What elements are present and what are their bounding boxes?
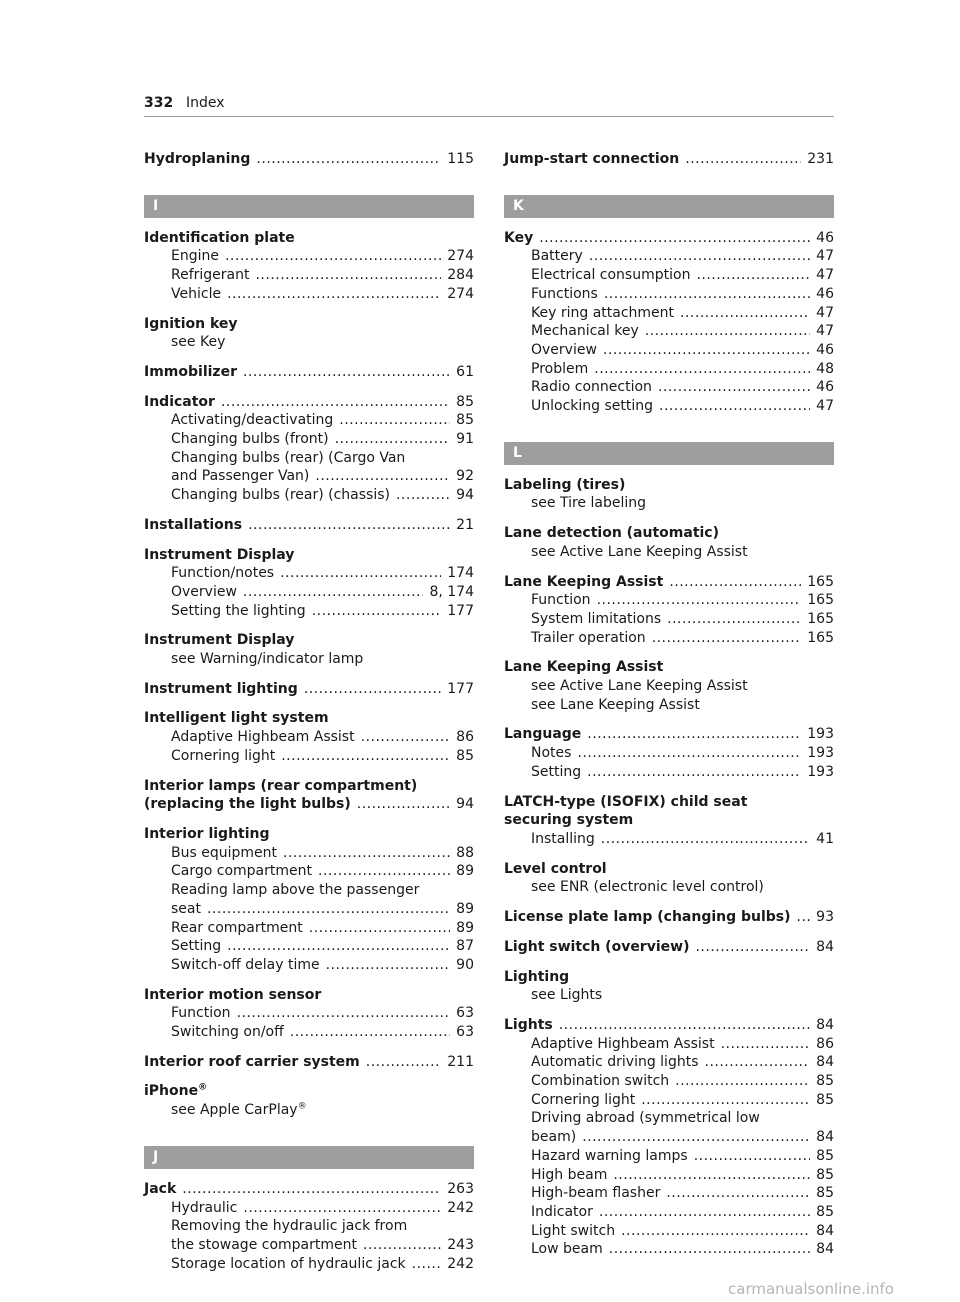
see-reference[interactable]: see Tire labeling	[531, 495, 647, 512]
entry-term: Instrument lighting	[144, 680, 298, 697]
subentry-text: Indicator	[531, 1203, 593, 1220]
page-ref[interactable]: 89	[456, 900, 474, 917]
page-ref[interactable]: 242	[447, 1255, 474, 1272]
page-ref[interactable]: 87	[456, 938, 474, 955]
entry-term: Lights	[504, 1016, 553, 1033]
page-ref[interactable]: 84	[816, 1016, 834, 1033]
entry-term: Lane Keeping Assist	[504, 573, 664, 590]
index-entry-key	[504, 229, 834, 416]
see-reference[interactable]: see ENR (electronic level control)	[531, 879, 764, 896]
subentry-text: Battery	[531, 248, 583, 265]
page-ref[interactable]: 165	[807, 629, 834, 646]
index-entry-license-plate	[504, 908, 834, 927]
entry-term: Language	[504, 726, 582, 743]
page-ref[interactable]: 47	[816, 248, 834, 265]
entry-term: Immobilizer	[144, 363, 237, 380]
subentry-text: Cornering light	[171, 747, 276, 764]
index-entry-lane-keeping-assist	[504, 573, 834, 648]
index-entry-lane-detection	[504, 524, 834, 561]
entry-term: Key	[504, 229, 534, 246]
page-ref[interactable]: 47	[816, 267, 834, 284]
entry-term: Jump-start connection	[504, 151, 680, 167]
subentry-text: Problem	[531, 360, 589, 377]
page-ref[interactable]: 174	[447, 565, 474, 582]
page-ref[interactable]: 165	[807, 610, 834, 627]
page-ref[interactable]: 211	[447, 1053, 474, 1070]
section-letter-k: K	[504, 195, 834, 218]
entry-term: Indicator	[144, 393, 215, 410]
page-ref[interactable]: 85	[456, 393, 474, 410]
section-letter-i: I	[144, 195, 474, 218]
page-ref[interactable]: 85	[816, 1203, 834, 1220]
subentry-text: Activating/deactivating	[171, 412, 334, 429]
page-header	[144, 95, 834, 117]
registered-mark: ®	[198, 1082, 208, 1093]
page-ref[interactable]: 21	[456, 516, 474, 533]
page-ref[interactable]: 46	[816, 285, 834, 302]
page-ref[interactable]: 84	[816, 1129, 834, 1146]
index-column-right	[504, 150, 834, 1270]
page-ref[interactable]: 46	[816, 341, 834, 358]
page-ref[interactable]: 85	[816, 1166, 834, 1183]
see-reference[interactable]: see Active Lane Keeping Assist	[531, 543, 748, 560]
page-ref[interactable]: 231	[807, 151, 834, 167]
subentry-text: Cargo compartment	[171, 863, 312, 880]
page-ref[interactable]: 41	[816, 830, 834, 847]
entry-term: Jack	[144, 1180, 177, 1197]
index-entry-instrument-lighting	[144, 680, 474, 699]
subentry-text: Removing the hydraulic jack from	[171, 1218, 408, 1235]
see-reference[interactable]: see Active Lane Keeping Assist	[531, 678, 748, 695]
page-ref[interactable]: 63	[456, 1024, 474, 1041]
page-ref[interactable]: 85	[816, 1073, 834, 1090]
page-ref[interactable]: 92	[456, 468, 474, 485]
page-ref[interactable]: 263	[447, 1180, 474, 1197]
subentry-text: Adaptive Highbeam Assist	[531, 1035, 715, 1052]
subentry-text: Hazard warning lamps	[531, 1147, 688, 1164]
page-ref[interactable]: 61	[456, 363, 474, 380]
subentry-text: Unlocking setting	[531, 398, 654, 415]
page-ref[interactable]: 47	[816, 323, 834, 340]
index-entry-ignition-key	[144, 315, 474, 352]
subentry-text: Vehicle	[171, 285, 222, 302]
subentry-text: Cornering light	[531, 1091, 636, 1108]
page-ref[interactable]: 85	[456, 747, 474, 764]
page-ref[interactable]: 193	[807, 763, 834, 780]
page-ref[interactable]: 115	[447, 151, 474, 167]
index-entry-identification-plate	[144, 229, 474, 304]
subentry-text: Setting the lighting	[171, 602, 306, 619]
entry-term: Interior lamps (rear compartment)	[144, 777, 418, 794]
subentry-text: Automatic driving lights	[531, 1054, 699, 1071]
entry-term: Labeling (tires)	[504, 476, 626, 493]
entry-term: Intelligent light system	[144, 710, 329, 727]
subentry-text: Function	[531, 592, 591, 609]
see-reference[interactable]: see Lights	[531, 987, 603, 1004]
index-entry-indicator	[144, 393, 474, 505]
subentry-text: seat	[171, 900, 201, 917]
entry-term: LATCH-type (ISOFIX) child seat	[504, 793, 748, 810]
entry-term: (replacing the light bulbs)	[144, 796, 351, 813]
subentry-text: Switching on/off	[171, 1024, 284, 1041]
page-ref[interactable]: 193	[807, 745, 834, 762]
section-letter-j: J	[144, 1146, 474, 1169]
index-entry-labeling	[504, 476, 834, 513]
subentry-text: Hydraulic	[171, 1199, 238, 1216]
index-entry-installations	[144, 516, 474, 535]
index-entry-instrument-display	[144, 546, 474, 621]
subentry-text: Changing bulbs (rear) (Cargo Van	[171, 449, 406, 466]
page-ref[interactable]: 242	[447, 1199, 474, 1216]
index-entry-interior-lamps	[144, 777, 474, 814]
entry-term: Instrument Display	[144, 632, 295, 649]
page-ref[interactable]: 177	[447, 680, 474, 697]
subentry-text: Storage location of hydraulic jack	[171, 1255, 406, 1272]
page-ref[interactable]: 165	[807, 592, 834, 609]
see-reference[interactable]: see Warning/indicator lamp	[171, 651, 364, 668]
section-letter-l: L	[504, 442, 834, 465]
index-entry-intelligent-light	[144, 709, 474, 765]
index-entry-lights	[504, 1016, 834, 1259]
entry-term: Installations	[144, 516, 243, 533]
entry-term: License plate lamp (changing bulbs)	[504, 909, 791, 926]
page-ref[interactable]: 63	[456, 1005, 474, 1022]
watermark: carmanualsonline.info	[728, 1280, 894, 1298]
registered-mark: ®	[297, 1101, 307, 1112]
subentry-text: Low beam	[531, 1241, 603, 1258]
entry-term: securing system	[504, 812, 634, 829]
index-entry-immobilizer	[144, 363, 474, 382]
subentry-text: System limitations	[531, 610, 662, 627]
entry-term: Hydroplaning	[144, 151, 251, 167]
subentry-text: the stowage compartment	[171, 1236, 357, 1253]
page-ref[interactable]: 46	[816, 379, 834, 396]
page-ref[interactable]: 177	[447, 602, 474, 619]
subentry-text: Changing bulbs (front)	[171, 431, 329, 448]
page-ref[interactable]: 94	[456, 487, 474, 504]
page-ref[interactable]: 274	[447, 285, 474, 302]
subentry-text: Functions	[531, 285, 598, 302]
page-ref[interactable]: 84	[816, 1241, 834, 1258]
entry-term: Interior lighting	[144, 825, 270, 842]
subentry-text: Switch-off delay time	[171, 956, 320, 973]
page-ref[interactable]: 47	[816, 304, 834, 321]
index-entry-interior-lighting	[144, 825, 474, 975]
entry-term: Level control	[504, 860, 607, 877]
page-ref[interactable]: 89	[456, 919, 474, 936]
subentry-text: Radio connection	[531, 379, 652, 396]
subentry-text: Reading lamp above the passenger	[171, 882, 420, 899]
page-ref[interactable]: 86	[816, 1035, 834, 1052]
subentry-text: Combination switch	[531, 1073, 670, 1090]
entry-term: Identification plate	[144, 229, 295, 246]
entry-term: Interior motion sensor	[144, 986, 322, 1003]
subentry-text: Electrical consumption	[531, 267, 691, 284]
subentry-text: Driving abroad (symmetrical low	[531, 1110, 760, 1127]
subentry-text: Refrigerant	[171, 267, 250, 284]
entry-term: Instrument Display	[144, 546, 295, 563]
page-ref[interactable]: 85	[816, 1091, 834, 1108]
page-ref[interactable]: 93	[816, 909, 834, 926]
index-entry-lane-keeping-assist-see	[504, 658, 834, 714]
page-ref[interactable]: 91	[456, 431, 474, 448]
page-ref[interactable]: 84	[816, 1054, 834, 1071]
page-ref[interactable]: 88	[456, 844, 474, 861]
index-entry-interior-roof	[144, 1053, 474, 1072]
index-entry-latch	[504, 793, 834, 849]
page-ref[interactable]: 89	[456, 863, 474, 880]
subentry-text: Changing bulbs (rear) (chassis)	[171, 487, 390, 504]
subentry-text: Setting	[171, 938, 222, 955]
page-ref[interactable]: 84	[816, 938, 834, 955]
subentry-text: High beam	[531, 1166, 608, 1183]
page-ref[interactable]: 86	[456, 729, 474, 746]
subentry-text: Overview	[531, 341, 597, 358]
subentry-text: Engine	[171, 248, 219, 265]
page-ref[interactable]: 85	[456, 412, 474, 429]
page-ref[interactable]: 46	[816, 229, 834, 246]
page-ref[interactable]: 90	[456, 956, 474, 973]
entry-term: Light switch (overview)	[504, 938, 690, 955]
index-entry-jack	[144, 1180, 474, 1274]
index-column-left	[144, 150, 474, 1284]
page-ref[interactable]: 274	[447, 248, 474, 265]
subentry-text: Installing	[531, 830, 595, 847]
entry-term: Lane detection (automatic)	[504, 525, 720, 542]
subentry-text: Setting	[531, 763, 582, 780]
subentry-text: beam)	[531, 1129, 577, 1146]
subentry-text: Light switch	[531, 1222, 616, 1239]
see-reference[interactable]: see Key	[171, 334, 226, 351]
page-ref[interactable]: 284	[447, 267, 474, 284]
index-entry-instrument-display-see	[144, 631, 474, 668]
see-reference[interactable]: see Apple CarPlay	[171, 1102, 298, 1119]
page-ref[interactable]: 47	[816, 398, 834, 415]
index-entry-iphone	[144, 1082, 474, 1119]
subentry-text: High-beam flasher	[531, 1185, 661, 1202]
subentry-text: and Passenger Van)	[171, 468, 310, 485]
entry-term: Ignition key	[144, 315, 238, 332]
page-ref[interactable]: 165	[807, 573, 834, 590]
subentry-text: Bus equipment	[171, 844, 277, 861]
subentry-text: Key ring attachment	[531, 304, 675, 321]
entry-term: Lane Keeping Assist	[504, 659, 664, 676]
page-ref[interactable]: 85	[816, 1147, 834, 1164]
entry-term: Interior roof carrier system	[144, 1053, 360, 1070]
index-entry-level-control	[504, 860, 834, 897]
index-entry-language	[504, 725, 834, 781]
index-entry-interior-motion	[144, 986, 474, 1042]
page-ref[interactable]: 48	[816, 360, 834, 377]
page-title: Index	[186, 95, 225, 111]
index-entry-light-switch	[504, 938, 834, 957]
index-entry-lighting	[504, 968, 834, 1005]
subentry-text: Notes	[531, 745, 572, 762]
subentry-text: Rear compartment	[171, 919, 303, 936]
subentry-text: Trailer operation	[531, 629, 646, 646]
index-entry-jump-start	[504, 150, 834, 169]
subentry-text: Adaptive Highbeam Assist	[171, 729, 355, 746]
page-ref[interactable]: 94	[456, 796, 474, 813]
page-number: 332	[144, 95, 174, 111]
see-reference[interactable]: see Lane Keeping Assist	[531, 696, 700, 713]
page-ref[interactable]: 8, 174	[429, 583, 474, 600]
index-entry-hydroplaning	[144, 150, 474, 169]
page-ref[interactable]: 243	[447, 1236, 474, 1253]
page-ref[interactable]: 193	[807, 726, 834, 743]
subentry-text: Function/notes	[171, 565, 275, 582]
subentry-text: Mechanical key	[531, 323, 639, 340]
entry-term: iPhone	[144, 1083, 199, 1100]
subentry-text: Function	[171, 1005, 231, 1022]
page-ref[interactable]: 85	[816, 1185, 834, 1202]
entry-term: Lighting	[504, 968, 570, 985]
page-ref[interactable]: 84	[816, 1222, 834, 1239]
subentry-text: Overview	[171, 583, 237, 600]
